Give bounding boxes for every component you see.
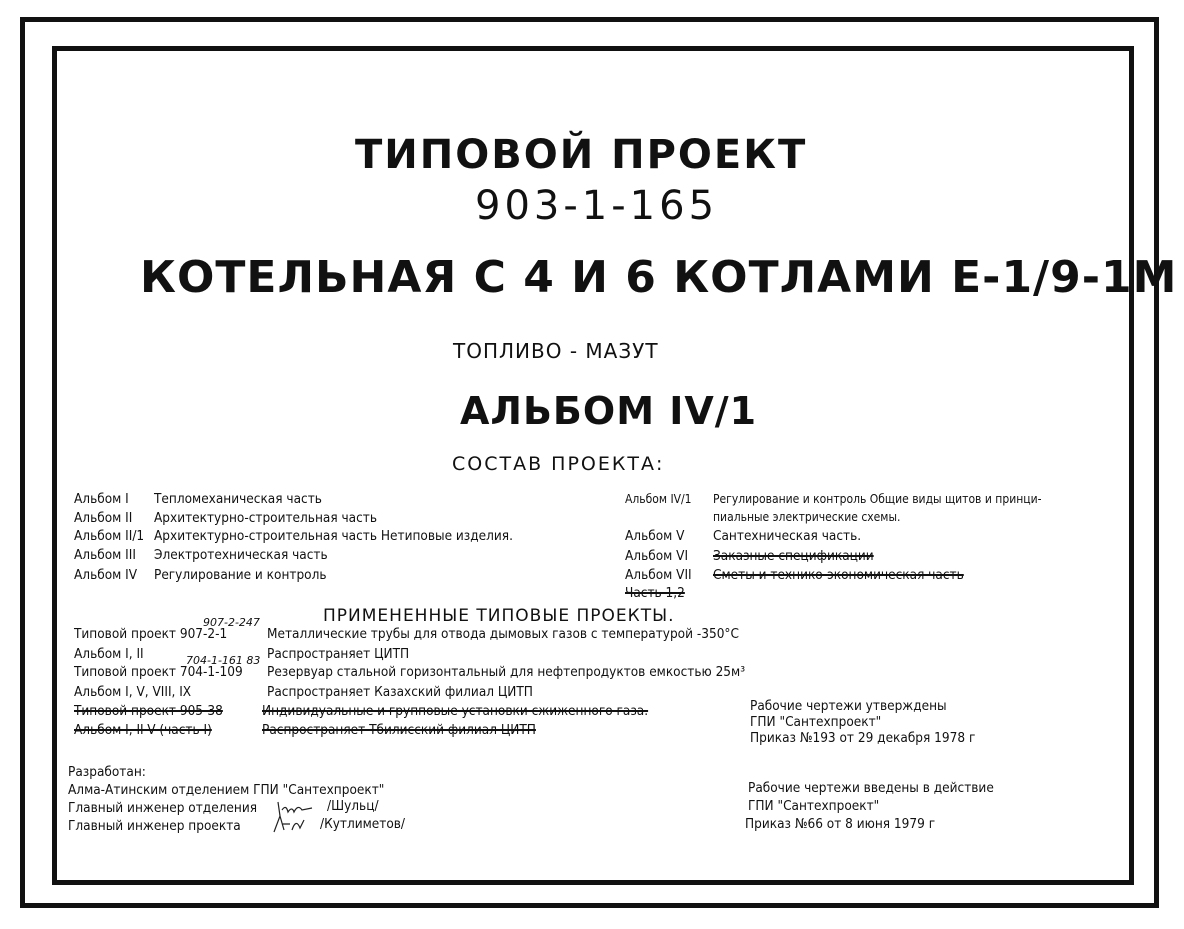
list-item [625,493,1042,505]
album-num: Альбом III [74,547,136,563]
composition-heading: СОСТАВ ПРОЕКТА: [452,453,665,475]
enacted-line3: Приказ №66 от 8 июня 1979 г [745,816,936,832]
enacted-line2: ГПИ "Сантехпроект" [748,798,880,814]
album-text: пиальные электрические схемы. [713,510,901,524]
list-item [625,550,874,564]
album-num: Часть 1,2 [625,585,685,601]
album-num: Альбом IV/1 [625,492,692,506]
album-num: Альбом VII [625,567,692,583]
developed-line2-label: Главный инженер отделения [68,800,258,816]
developed-line1: Алма-Атинским отделением ГПИ "Сантехпроект" [68,782,385,798]
album-text: Электротехническая часть [154,547,328,563]
list-item [74,493,322,507]
album-text: Заказные спецификации [713,548,874,564]
applied-left: Типовой проект 907-2-1 [74,626,228,642]
applied-left: Типовой проект 905-38 [74,703,223,719]
list-item [625,511,900,523]
fuel-label: ТОПЛИВО - МАЗУТ [453,339,659,363]
list-item [74,549,328,563]
list-item [625,587,685,601]
title-line2: 903-1-165 [475,183,719,229]
applied-text: Распространяет Тбилисский филиал ЦИТП [262,722,536,738]
approved-line2: ГПИ "Сантехпроект" [750,714,882,730]
album-num: Альбом VI [625,548,689,564]
ref-note: 907-2-247 [203,616,260,629]
applied-left: Альбом I, II [74,646,144,662]
applied-text: Распространяет ЦИТП [267,646,410,662]
album-num: Альбом II [74,510,133,526]
album-text: Тепломеханическая часть [154,491,322,507]
list-item [74,512,377,526]
applied-heading: ПРИМЕНЕННЫЕ ТИПОВЫЕ ПРОЕКТЫ. [323,606,675,626]
album-text: Архитектурно-строительная часть [154,510,378,526]
album-text: Сантехническая часть. [713,528,862,544]
developed-line3-name: /Кутлиметов/ [320,816,406,832]
applied-left: Типовой проект 704-1-109 [74,664,243,680]
applied-left: Альбом I, V, VIII, IX [74,684,192,700]
applied-text: Индивидуальные и групповые установки сжиженного газа. [262,703,649,719]
approved-line3: Приказ №193 от 29 декабря 1978 г [750,730,976,746]
album-num: Альбом I [74,491,129,507]
title-line3: КОТЕЛЬНАЯ С 4 И 6 КОТЛАМИ Е-1/9-1М [140,252,1178,303]
applied-text: Металлические трубы для отвода дымовых газов с температурой -350°С [267,626,739,642]
applied-text: Распространяет Казахский филиал ЦИТП [267,684,533,700]
list-item [625,569,964,583]
list-item [625,530,861,544]
enacted-line1: Рабочие чертежи введены в действие [748,780,994,796]
list-item [74,530,513,544]
applied-text: Резервуар стальной горизонтальный для нефтепродуктов емкостью 25м³ [267,664,746,680]
album-num: Альбом IV [74,567,138,583]
title-line1: ТИПОВОЙ ПРОЕКТ [355,132,808,178]
developed-line2-name: /Шульц/ [327,798,379,814]
developed-line3-label: Главный инженер проекта [68,818,241,834]
list-item [74,569,327,583]
approved-line1: Рабочие чертежи утверждены [750,698,947,714]
album-text: Регулирование и контроль Общие виды щитов и принци- [713,492,1042,506]
ref-note: 704-1-161 83 [186,654,261,667]
album-text: Регулирование и контроль [154,567,327,583]
album-text: Архитектурно-строительная часть Нетиповые изделия. [154,528,513,544]
album-num: Альбом II/1 [74,528,145,544]
applied-left: Альбом I, II-V (часть I) [74,722,212,738]
developed-heading: Разработан: [68,764,146,780]
signature-2 [270,812,310,839]
album-title: АЛЬБОМ IV/1 [460,389,758,433]
album-num: Альбом V [625,528,685,544]
album-text: Сметы и технико-экономическая часть [713,567,964,583]
